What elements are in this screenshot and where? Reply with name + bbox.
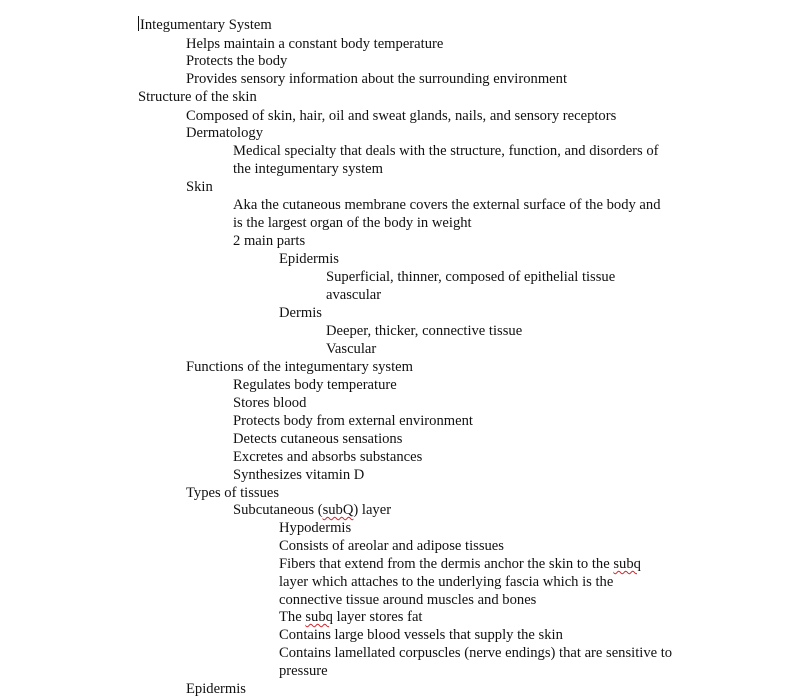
- list-text[interactable]: avascular: [326, 287, 382, 303]
- list-text[interactable]: Dermis: [279, 305, 322, 321]
- spelling-error-mark[interactable]: subq: [305, 609, 333, 625]
- list-text[interactable]: Superficial, thinner, composed of epithelial tissue: [326, 269, 616, 285]
- list-text[interactable]: Epidermis: [279, 251, 339, 267]
- list-text[interactable]: Protects body from external environment: [233, 413, 473, 429]
- list-text[interactable]: Helps maintain a constant body temperature: [186, 36, 444, 52]
- list-text[interactable]: Regulates body temperature: [233, 377, 397, 393]
- text-cursor: [138, 16, 139, 31]
- list-text[interactable]: Integumentary System: [140, 17, 272, 33]
- list-text[interactable]: 2 main parts: [233, 233, 306, 249]
- list-text[interactable]: Stores blood: [233, 395, 307, 411]
- list-text[interactable]: Epidermis: [186, 681, 246, 697]
- list-text[interactable]: Excretes and absorbs substances: [233, 449, 423, 465]
- list-text[interactable]: The subq layer stores fat: [279, 609, 423, 625]
- list-text[interactable]: Functions of the integumentary system: [186, 359, 413, 375]
- list-text[interactable]: Provides sensory information about the surrounding environment: [186, 71, 567, 87]
- list-text[interactable]: Subcutaneous (subQ) layer: [233, 502, 392, 518]
- list-text[interactable]: Hypodermis: [279, 520, 352, 536]
- list-text[interactable]: Contains lamellated corpuscles (nerve endings) that are sensitive to: [279, 645, 673, 661]
- list-text[interactable]: Medical specialty that deals with the structure, function, and disorders of: [233, 143, 659, 159]
- list-text[interactable]: Synthesizes vitamin D: [233, 467, 365, 483]
- list-text[interactable]: Aka the cutaneous membrane covers the external surface of the body and: [233, 197, 661, 213]
- list-text[interactable]: Contains large blood vessels that supply the skin: [279, 627, 563, 643]
- list-text[interactable]: layer which attaches to the underlying fascia which is the: [279, 574, 614, 590]
- list-text[interactable]: Deeper, thicker, connective tissue: [326, 323, 523, 339]
- list-text[interactable]: Dermatology: [186, 125, 264, 141]
- spelling-error-mark[interactable]: subQ: [322, 502, 354, 518]
- list-text[interactable]: Skin: [186, 179, 213, 195]
- list-text[interactable]: connective tissue around muscles and bones: [279, 592, 537, 608]
- list-text[interactable]: Consists of areolar and adipose tissues: [279, 538, 504, 554]
- list-text[interactable]: Composed of skin, hair, oil and sweat glands, nails, and sensory receptors: [186, 108, 617, 124]
- list-text[interactable]: Detects cutaneous sensations: [233, 431, 403, 447]
- list-text[interactable]: Protects the body: [186, 53, 288, 69]
- list-text[interactable]: Vascular: [326, 341, 377, 357]
- list-text[interactable]: Structure of the skin: [138, 89, 257, 105]
- list-text[interactable]: Types of tissues: [186, 485, 280, 501]
- list-text[interactable]: Fibers that extend from the dermis anchor the skin to the subq: [279, 556, 641, 572]
- list-text[interactable]: pressure: [279, 663, 328, 679]
- list-text[interactable]: the integumentary system: [233, 161, 383, 177]
- list-text[interactable]: is the largest organ of the body in weight: [233, 215, 472, 231]
- spelling-error-mark[interactable]: subq: [613, 556, 641, 572]
